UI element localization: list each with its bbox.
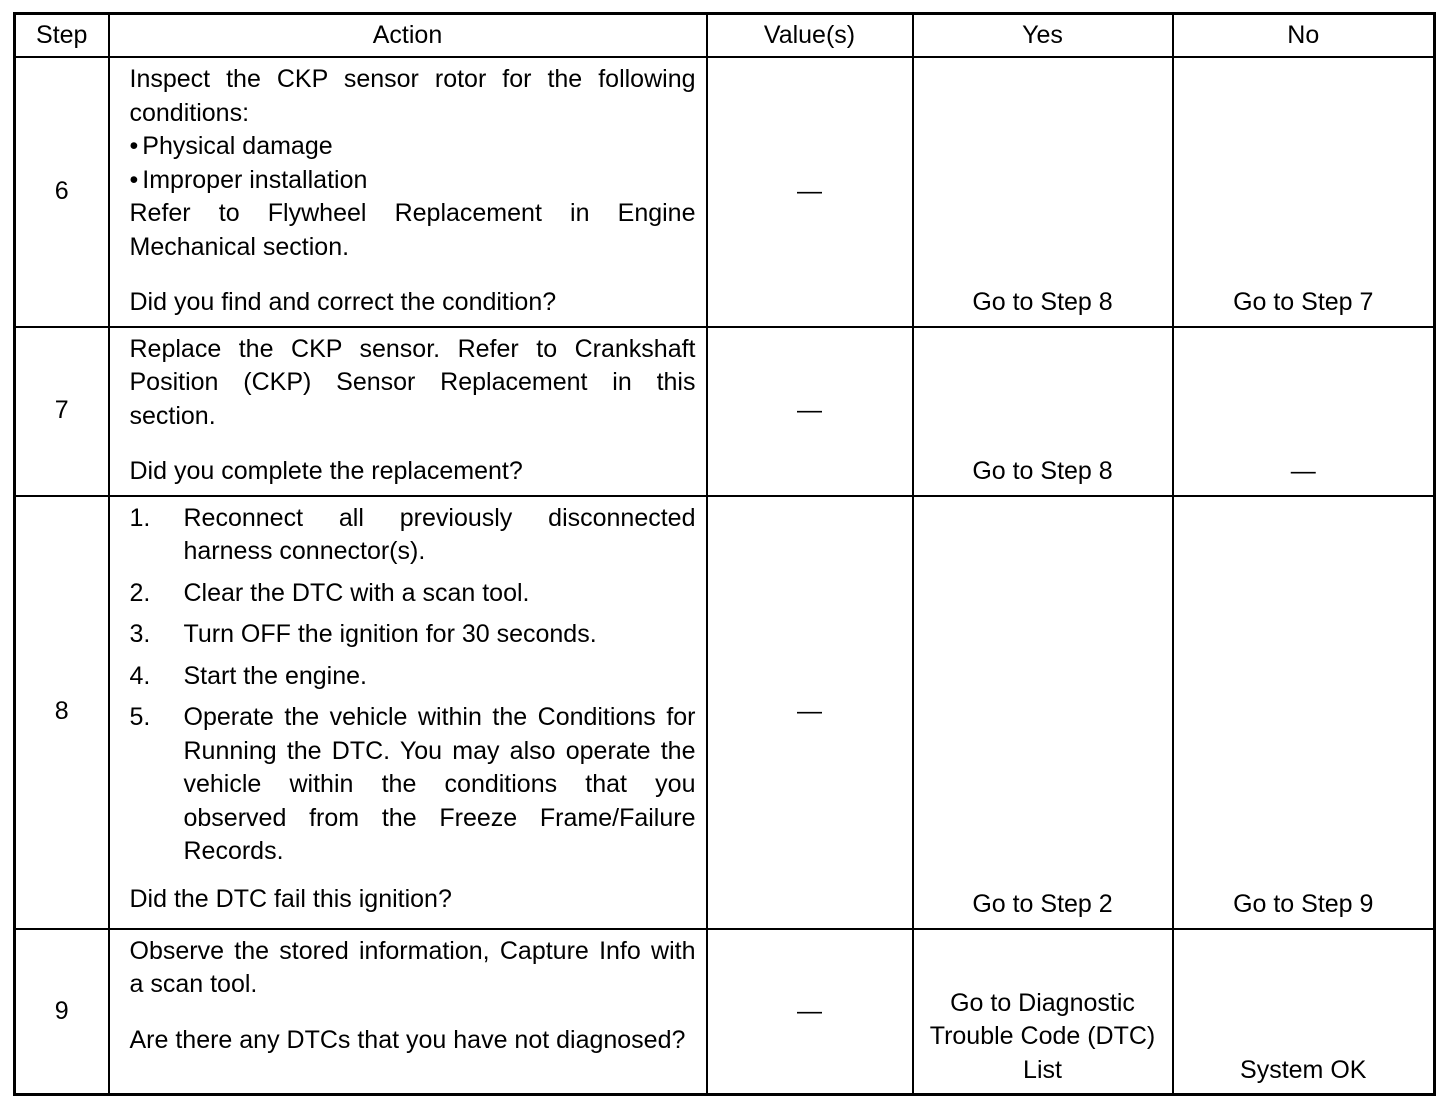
- action-cell: [109, 496, 707, 929]
- diagnostic-table: [13, 12, 1436, 1096]
- table-row-step-9: [15, 929, 1435, 1095]
- list-number: 5.: [129, 703, 151, 731]
- table-row-step-6: [15, 57, 1435, 327]
- header-no: No: [1173, 14, 1435, 58]
- table-row-step-8: [15, 496, 1435, 929]
- list-item: [130, 660, 696, 694]
- header-yes: Yes: [913, 14, 1173, 58]
- action-intro: Inspect the CKP sensor rotor for the following conditions:: [129, 65, 696, 127]
- step-number: 9: [15, 929, 109, 1095]
- no-cell: Go to Step 9: [1173, 496, 1435, 929]
- action-question: Did the DTC fail this ignition?: [129, 884, 452, 913]
- list-text: Turn OFF the ignition for 30 seconds.: [183, 620, 597, 648]
- action-cell: [109, 929, 707, 1095]
- yes-cell: Go to Step 8: [913, 57, 1173, 327]
- yes-cell: Go to Diagnostic Trouble Code (DTC) List: [913, 929, 1173, 1095]
- header-row: [15, 14, 1435, 58]
- action-text: Replace the CKP sensor. Refer to Crankshaft Position (CKP) Sensor Replacement in this section.: [129, 334, 696, 430]
- yes-cell: Go to Step 8: [913, 327, 1173, 496]
- value-cell: —: [707, 57, 913, 327]
- list-item: [130, 701, 696, 869]
- bullet-item: • Physical damage: [130, 130, 696, 164]
- list-item: [130, 618, 696, 652]
- action-cell: [109, 57, 707, 327]
- list-item: [130, 577, 696, 611]
- bullet-item: • Improper installation: [130, 164, 696, 198]
- action-text: Observe the stored information, Capture Info with a scan tool.: [129, 936, 696, 998]
- no-cell: System OK: [1173, 929, 1435, 1095]
- value-cell: —: [707, 496, 913, 929]
- list-number: 1.: [129, 503, 151, 532]
- action-question: Are there any DTCs that you have not diagnosed?: [129, 1025, 686, 1054]
- action-cell: [109, 327, 707, 496]
- step-number: 7: [15, 327, 109, 496]
- header-step: Step: [15, 14, 109, 58]
- list-item: [130, 502, 696, 569]
- value-cell: —: [707, 327, 913, 496]
- step-number: 6: [15, 57, 109, 327]
- list-text: Start the engine.: [183, 661, 367, 690]
- list-text: Reconnect all previously disconnected harness connector(s).: [183, 503, 696, 565]
- action-reference: Refer to Flywheel Replacement in Engine Mechanical section.: [129, 199, 696, 261]
- yes-cell: Go to Step 2: [913, 496, 1173, 929]
- no-cell: —: [1173, 327, 1435, 496]
- list-number: 4.: [129, 661, 151, 690]
- action-question: Did you complete the replacement?: [129, 457, 523, 485]
- list-text: Operate the vehicle within the Conditions for Running the DTC. You may also operate the vehicle within the conditions that you observed from the Freeze Frame/Failure Records.: [183, 703, 696, 865]
- value-cell: —: [707, 929, 913, 1095]
- no-cell: Go to Step 7: [1173, 57, 1435, 327]
- header-action: Action: [109, 14, 707, 58]
- action-question: Did you find and correct the condition?: [129, 288, 557, 316]
- list-number: 3.: [129, 620, 151, 648]
- header-values: Value(s): [707, 14, 913, 58]
- numbered-steps: [130, 502, 696, 869]
- step-number: 8: [15, 496, 109, 929]
- table-row-step-7: [15, 327, 1435, 496]
- list-number: 2.: [129, 578, 151, 607]
- list-text: Clear the DTC with a scan tool.: [183, 578, 530, 607]
